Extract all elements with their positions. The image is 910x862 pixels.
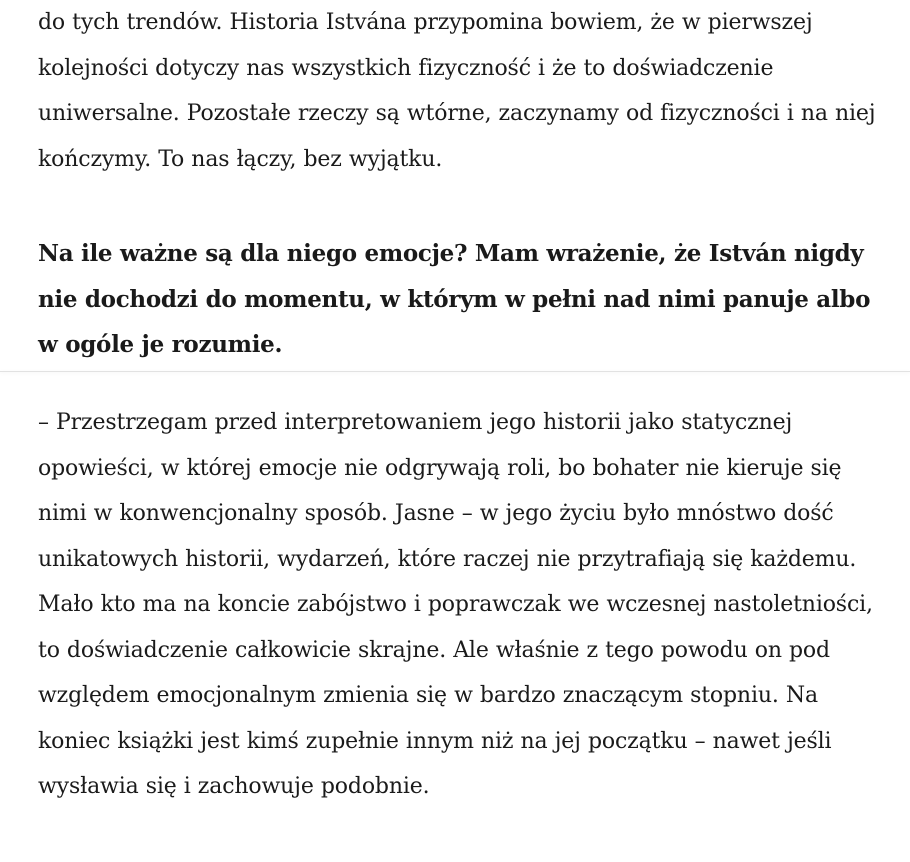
article-paragraph: do tych trendów. Historia Istvána przypomina bowiem, że w pierwszej kolejności dotyczy nas wszystkich fizyczność i że to doświadczenie uniwersalne. Pozostałe rzeczy są wtórne, zaczynamy od fizyczności i na niej kończymy. To nas łączy, bez wyjątku. [38,10,876,172]
divider [0,371,910,372]
interview-answer: – Przestrzegam przed interpretowaniem jego historii jako statycznej opowieści, w której emocje nie odgrywają roli, bo bohater nie kieruje się nimi w konwencjonalny sposób. Jasne – w jego życiu było mnóstwo dość unikatowych historii, wydarzeń, które raczej nie przytrafiają się każdemu. Mało kto ma na koncie zabójstwo i poprawczak we wczesnej nastoletniości, to doświadczenie całkowicie skrajne. Ale właśnie z tego powodu on pod względem emocjonalnym zmienia się w bardzo znaczącym stopniu. Na koniec książki jest kimś zupełnie innym niż na jej początku – nawet jeśli wysławia się i zachowuje podobnie. [38,410,873,799]
interview-question: Na ile ważne są dla niego emocje? Mam wrażenie, że István nigdy nie dochodzi do momentu, w którym w pełni nad nimi panuje albo w ogóle je rozumie. [38,240,871,358]
